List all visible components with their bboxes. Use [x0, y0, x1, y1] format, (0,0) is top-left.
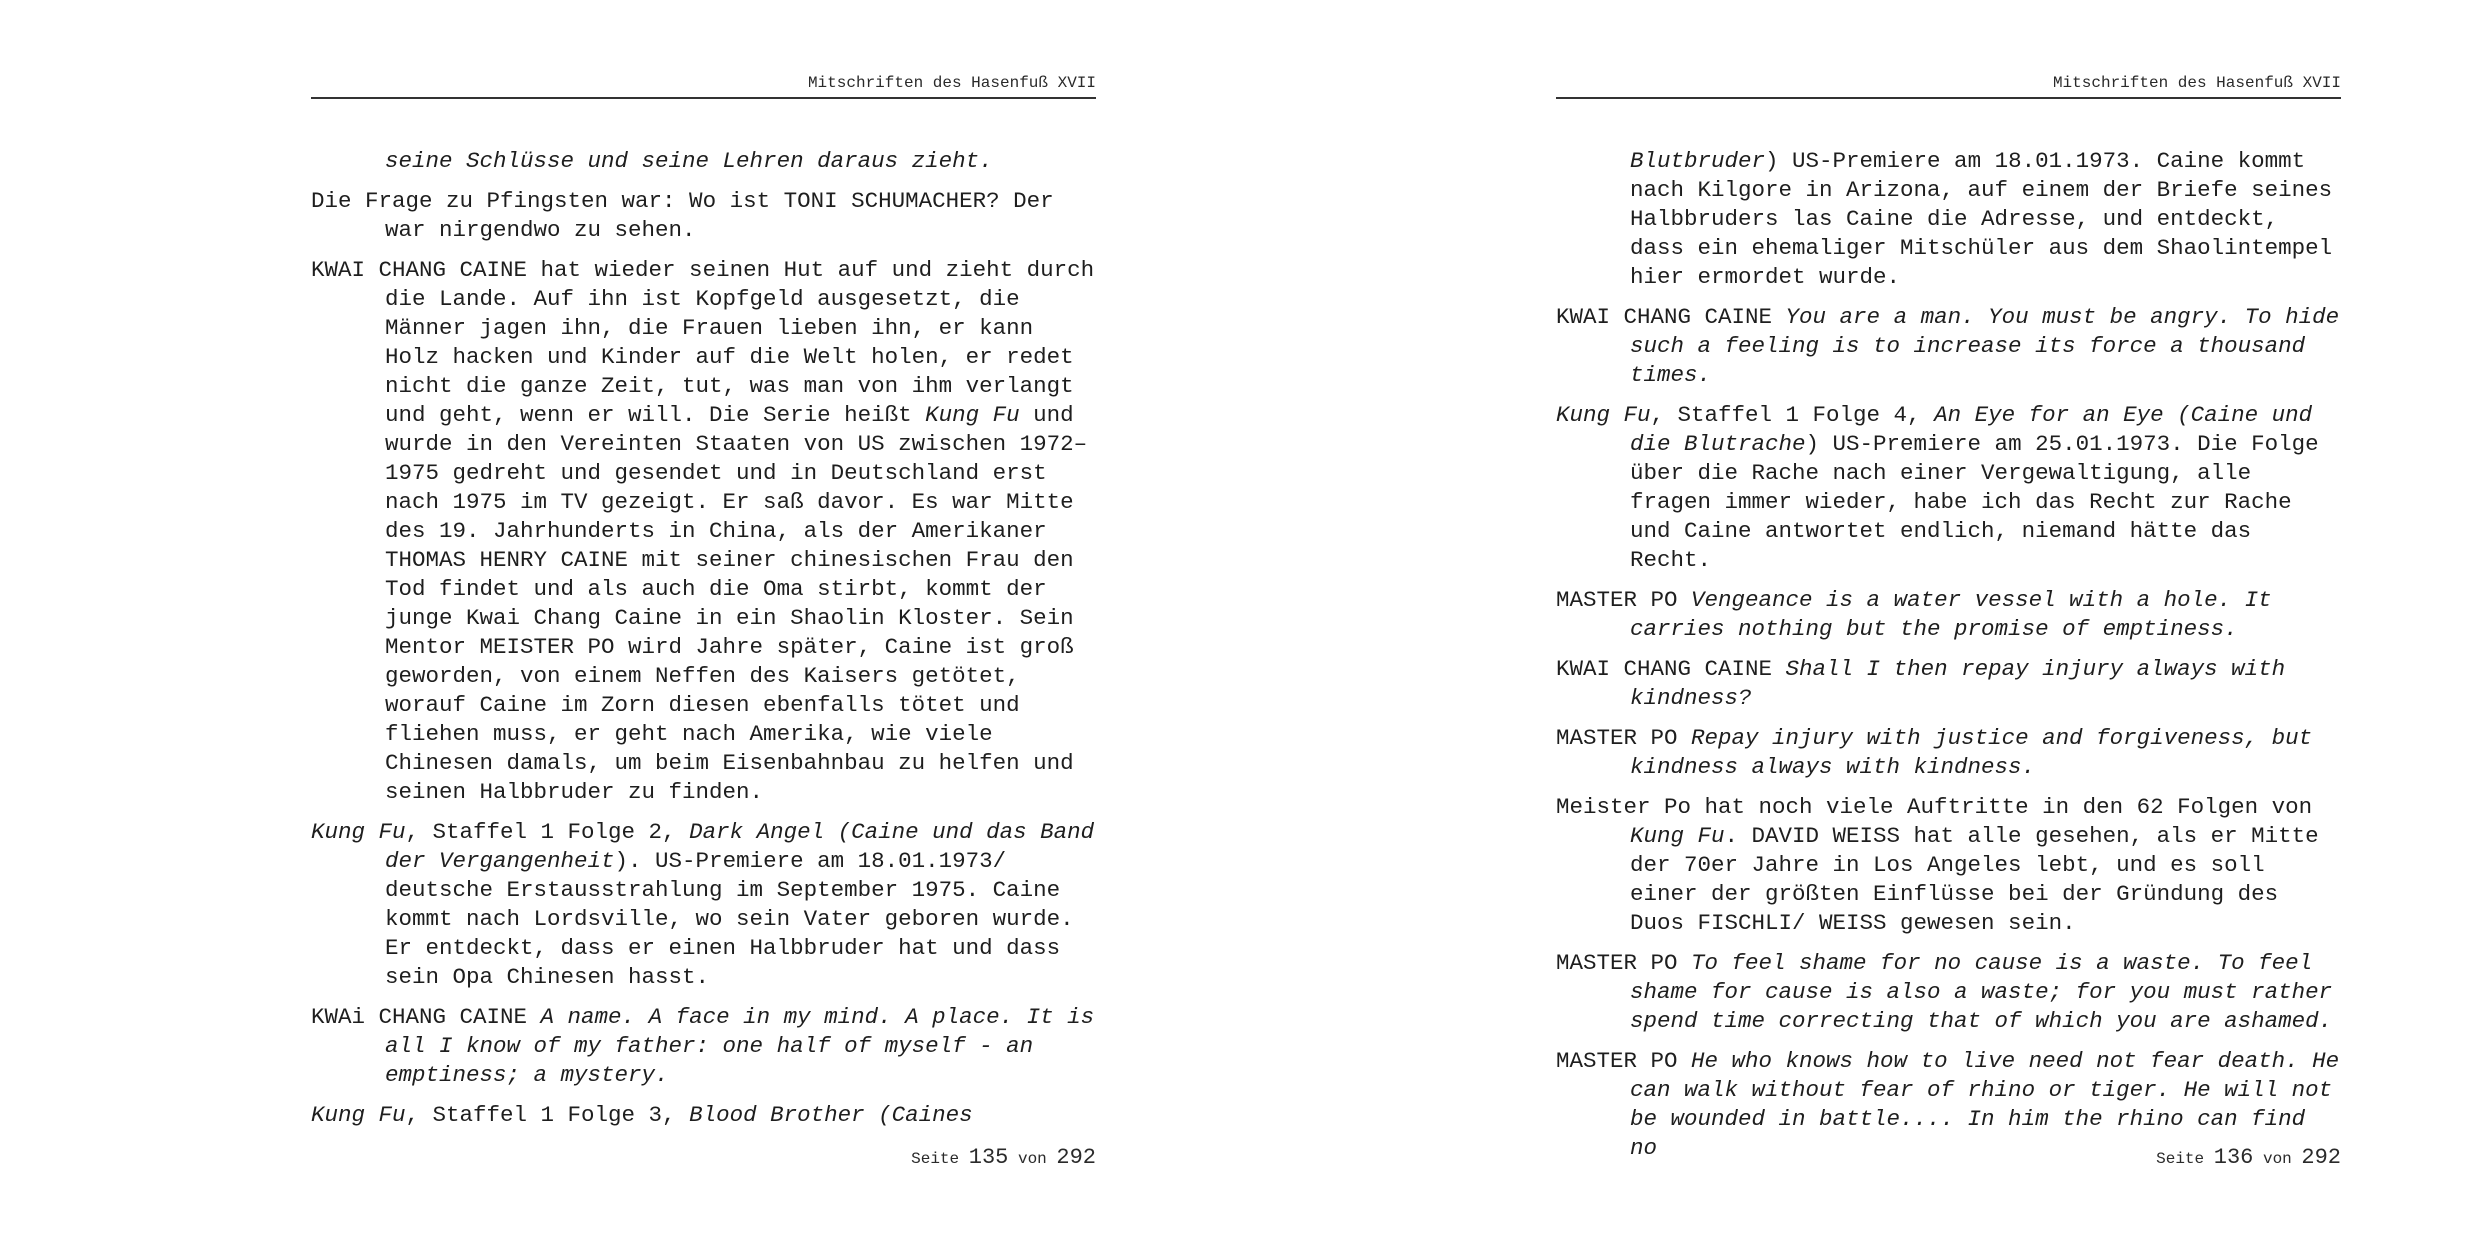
running-header: Mitschriften des Hasenfuß XVII [311, 72, 1096, 99]
text-run: , Staffel 1 Folge 3, [405, 1102, 690, 1128]
paragraph [1556, 793, 2341, 938]
text-run: MASTER PO [1556, 1048, 1692, 1074]
italic-text: To feel shame for no cause is a waste. To feel shame for cause is also a waste; for you must rather spend time correcting that of which you are ashamed. [1630, 950, 2333, 1034]
footer-page-number: 136 [2213, 1145, 2254, 1170]
paragraph [311, 1101, 1096, 1130]
text-run: , Staffel 1 Folge 2, [405, 819, 690, 845]
text-run: KWAI CHANG CAINE [1556, 656, 1786, 682]
paragraph [1556, 949, 2341, 1036]
paragraph [1556, 586, 2341, 644]
text-run: , Staffel 1 Folge 4, [1650, 402, 1935, 428]
italic-text: Repay injury with justice and forgiveness, but kindness always with kindness. [1630, 725, 2313, 780]
page-body [1556, 147, 2341, 1174]
text-run: MASTER PO [1556, 950, 1692, 976]
italic-text: Kung Fu [925, 402, 1020, 428]
text-run: Meister Po hat noch viele Auftritte in den 62 Folgen von [1556, 794, 2313, 820]
italic-text: Kung Fu [1630, 823, 1725, 849]
italic-text: An Eye for an Eye (Caine und die Blutrache [1630, 402, 2313, 457]
paragraph [1556, 303, 2341, 390]
continued-paragraph [311, 147, 1096, 176]
paragraph [1556, 655, 2341, 713]
italic-text: You are a man. You must be angry. To hide such a feeling is to increase its force a thousand times. [1630, 304, 2340, 388]
italic-text: A name. A face in my mind. A place. It is all I know of my father: one half of myself - an emptiness; a mystery. [385, 1004, 1095, 1088]
footer-page-number: 135 [968, 1145, 1009, 1170]
footer-prefix: Seite [2156, 1150, 2205, 1168]
page-body [311, 147, 1096, 1141]
italic-text: He who knows how to live need not fear death. He can walk without fear of rhino or tiger. He will not be wounded in battle.... In him the rhino can find no [1630, 1048, 2340, 1161]
italic-text: Blood Brother (Caines [689, 1102, 973, 1128]
text-run: und wurde in den Vereinten Staaten von US zwischen 1972–1975 gedreht und gesendet und in Deutschland erst nach 1975 im TV gezeigt. Er saß davor. Es war Mitte des 19. Jahrhunderts in China, als der Amerikaner THOMAS HENRY CAINE mit seiner chinesischen Frau den Tod findet und als auch die Oma stirbt, kommt der junge Kwai Chang Caine in ein Shaolin Kloster. Sein Mentor MEISTER PO wird Jahre später, Caine ist groß geworden, von einem Neffen des Kaisers getötet, worauf Caine im Zorn diesen ebenfalls tötet und fliehen muss, er geht nach Amerika, wie viele Chinesen damals, um beim Eisenbahnbau zu helfen und seinen Halbbruder zu finden. [385, 402, 1088, 805]
italic-text: Kung Fu [311, 819, 406, 845]
paragraph [311, 818, 1096, 992]
italic-text: seine Schlüsse und seine Lehren daraus zieht. [385, 148, 993, 174]
text-run: . DAVID WEISS hat alle gesehen, als er Mitte der 70er Jahre in Los Angeles lebt, und es soll einer der größten Einflüsse bei der Gründung des Duos FISCHLI/ WEISS gewesen sein. [1630, 823, 2319, 936]
page-footer [311, 1145, 1096, 1170]
footer-of: von [1017, 1150, 1047, 1168]
footer-total-pages: 292 [2301, 1145, 2341, 1170]
paragraph [1556, 724, 2341, 782]
text-run: MASTER PO [1556, 587, 1692, 613]
text-run: KWAI CHANG CAINE [1556, 304, 1786, 330]
text-run: Die Frage zu Pfingsten war: Wo ist TONI SCHUMACHER? Der war nirgendwo zu sehen. [311, 188, 1054, 243]
text-run: KWAi CHANG CAINE [311, 1004, 541, 1030]
paragraph [311, 256, 1096, 807]
footer-total-pages: 292 [1056, 1145, 1096, 1170]
text-run: ) US-Premiere am 18.01.1973. Caine kommt nach Kilgore in Arizona, auf einem der Briefe seines Halbbruders las Caine die Adresse, und entdeckt, dass ein ehemaliger Mitschüler aus dem Shaolintempel hier ermordet wurde. [1630, 148, 2333, 290]
page-footer [1556, 1145, 2341, 1170]
text-run: MASTER PO [1556, 725, 1692, 751]
italic-text: Shall I then repay injury always with kindness? [1630, 656, 2286, 711]
italic-text: Kung Fu [1556, 402, 1651, 428]
right-page [1240, 0, 2480, 1240]
italic-text: Kung Fu [311, 1102, 406, 1128]
paragraph [311, 187, 1096, 245]
paragraph [311, 1003, 1096, 1090]
text-run: KWAI CHANG CAINE hat wieder seinen Hut auf und zieht durch die Lande. Auf ihn ist Kopfgeld ausgesetzt, die Männer jagen ihn, die Frauen lieben ihn, er kann Holz hacken und Kinder auf die Welt holen, er redet nicht die ganze Zeit, tut, was man von ihm verlangt und geht, wenn er will. Die Serie heißt [311, 257, 1095, 428]
text-run: ). US-Premiere am 18.01.1973/ deutsche Erstausstrahlung im September 1975. Caine kommt nach Lordsville, wo sein Vater geboren wurde. Er entdeckt, dass er einen Halbbruder hat und dass sein Opa Chinesen hasst. [385, 848, 1074, 990]
footer-prefix: Seite [911, 1150, 960, 1168]
running-header: Mitschriften des Hasenfuß XVII [1556, 72, 2341, 99]
italic-text: Blutbruder [1630, 148, 1766, 174]
text-run: ) US-Premiere am 25.01.1973. Die Folge über die Rache nach einer Vergewaltigung, alle fragen immer wieder, habe ich das Recht zur Rache und Caine antwortet endlich, niemand hätte das Recht. [1630, 431, 2319, 573]
paragraph [1556, 401, 2341, 575]
continued-paragraph [1556, 147, 2341, 292]
italic-text: Dark Angel (Caine und das Band der Vergangenheit [385, 819, 1095, 874]
italic-text: Vengeance is a water vessel with a hole. It carries nothing but the promise of emptiness. [1630, 587, 2272, 642]
footer-of: von [2262, 1150, 2292, 1168]
